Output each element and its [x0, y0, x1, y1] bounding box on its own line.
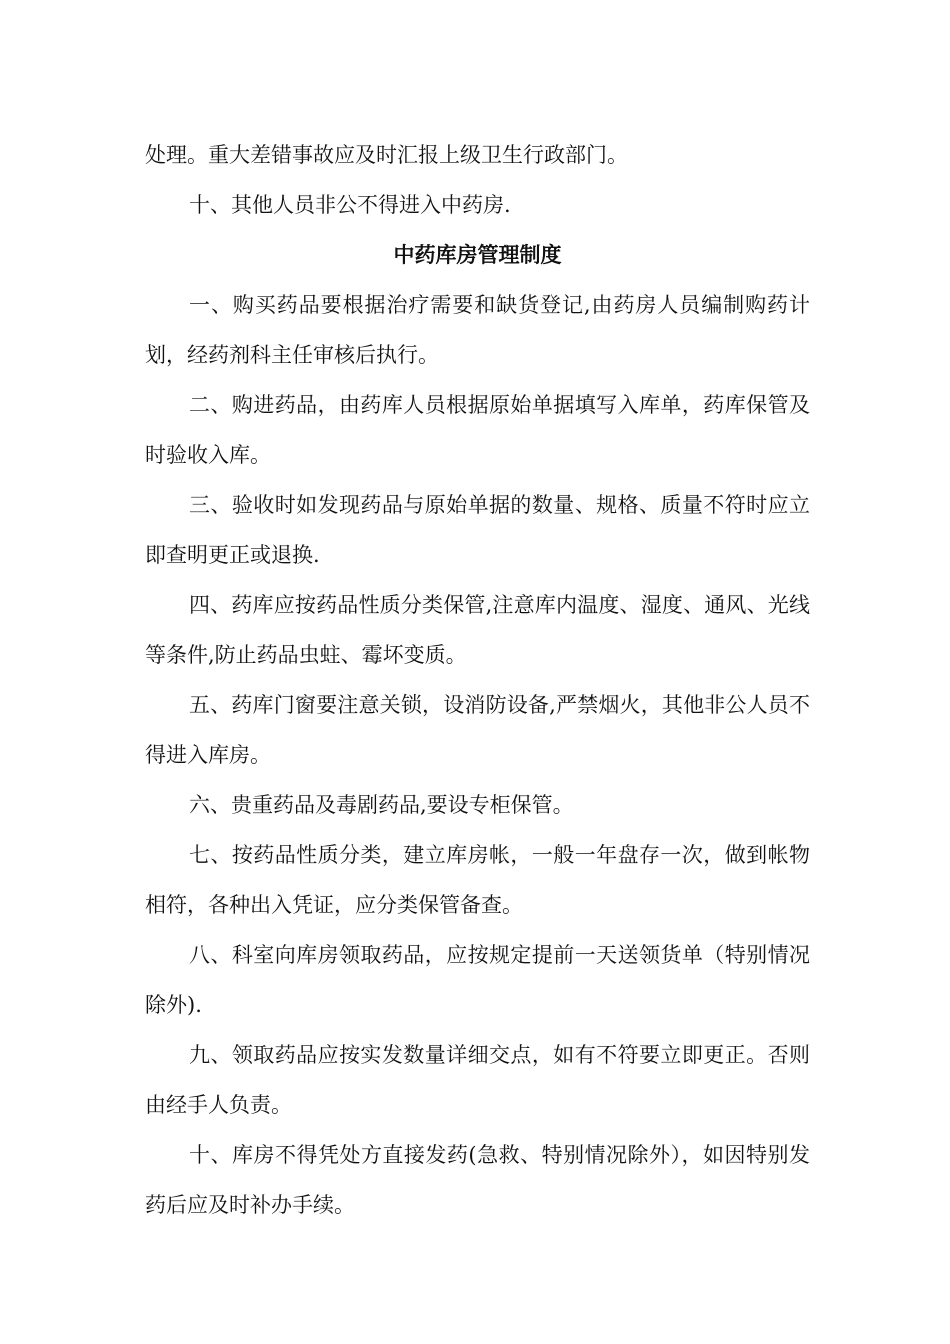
rule-5: 五、药库门窗要注意关锁，设消防设备,严禁烟火，其他非公人员不得进入库房。: [145, 693, 810, 767]
rule-1: 一、购买药品要根据治疗需要和缺货登记,由药房人员编制购药计划，经药剂科主任审核后执行。: [145, 293, 810, 367]
rule-8: 八、科室向库房领取药品，应按规定提前一天送领货单（特别情况除外).: [145, 943, 810, 1017]
rule-6: 六、贵重药品及毒剧药品,要设专柜保管。: [189, 793, 574, 817]
previous-rule-ten: 十、其他人员非公不得进入中药房.: [189, 193, 511, 217]
section-title: 中药库房管理制度: [393, 243, 562, 267]
document-body: [145, 130, 810, 1230]
rule-2: 二、购进药品，由药库人员根据原始单据填写入库单，药库保管及时验收入库。: [145, 393, 810, 467]
rule-9: 九、领取药品应按实发数量详细交点，如有不符要立即更正。否则由经手人负责。: [145, 1043, 810, 1117]
rule-10: 十、库房不得凭处方直接发药(急救、特别情况除外），如因特别发药后应及时补办手续。: [145, 1143, 810, 1217]
rule-3: 三、验收时如发现药品与原始单据的数量、规格、质量不符时应立即查明更正或退换.: [145, 493, 810, 567]
continuation-paragraph: 处理。重大差错事故应及时汇报上级卫生行政部门。: [145, 143, 628, 167]
rule-7: 七、按药品性质分类，建立库房帐，一般一年盘存一次，做到帐物相符，各种出入凭证，应分类保管备查。: [145, 843, 810, 917]
rule-4: 四、药库应按药品性质分类保管,注意库内温度、湿度、通风、光线等条件,防止药品虫蛀、霉坏变质。: [145, 593, 810, 667]
